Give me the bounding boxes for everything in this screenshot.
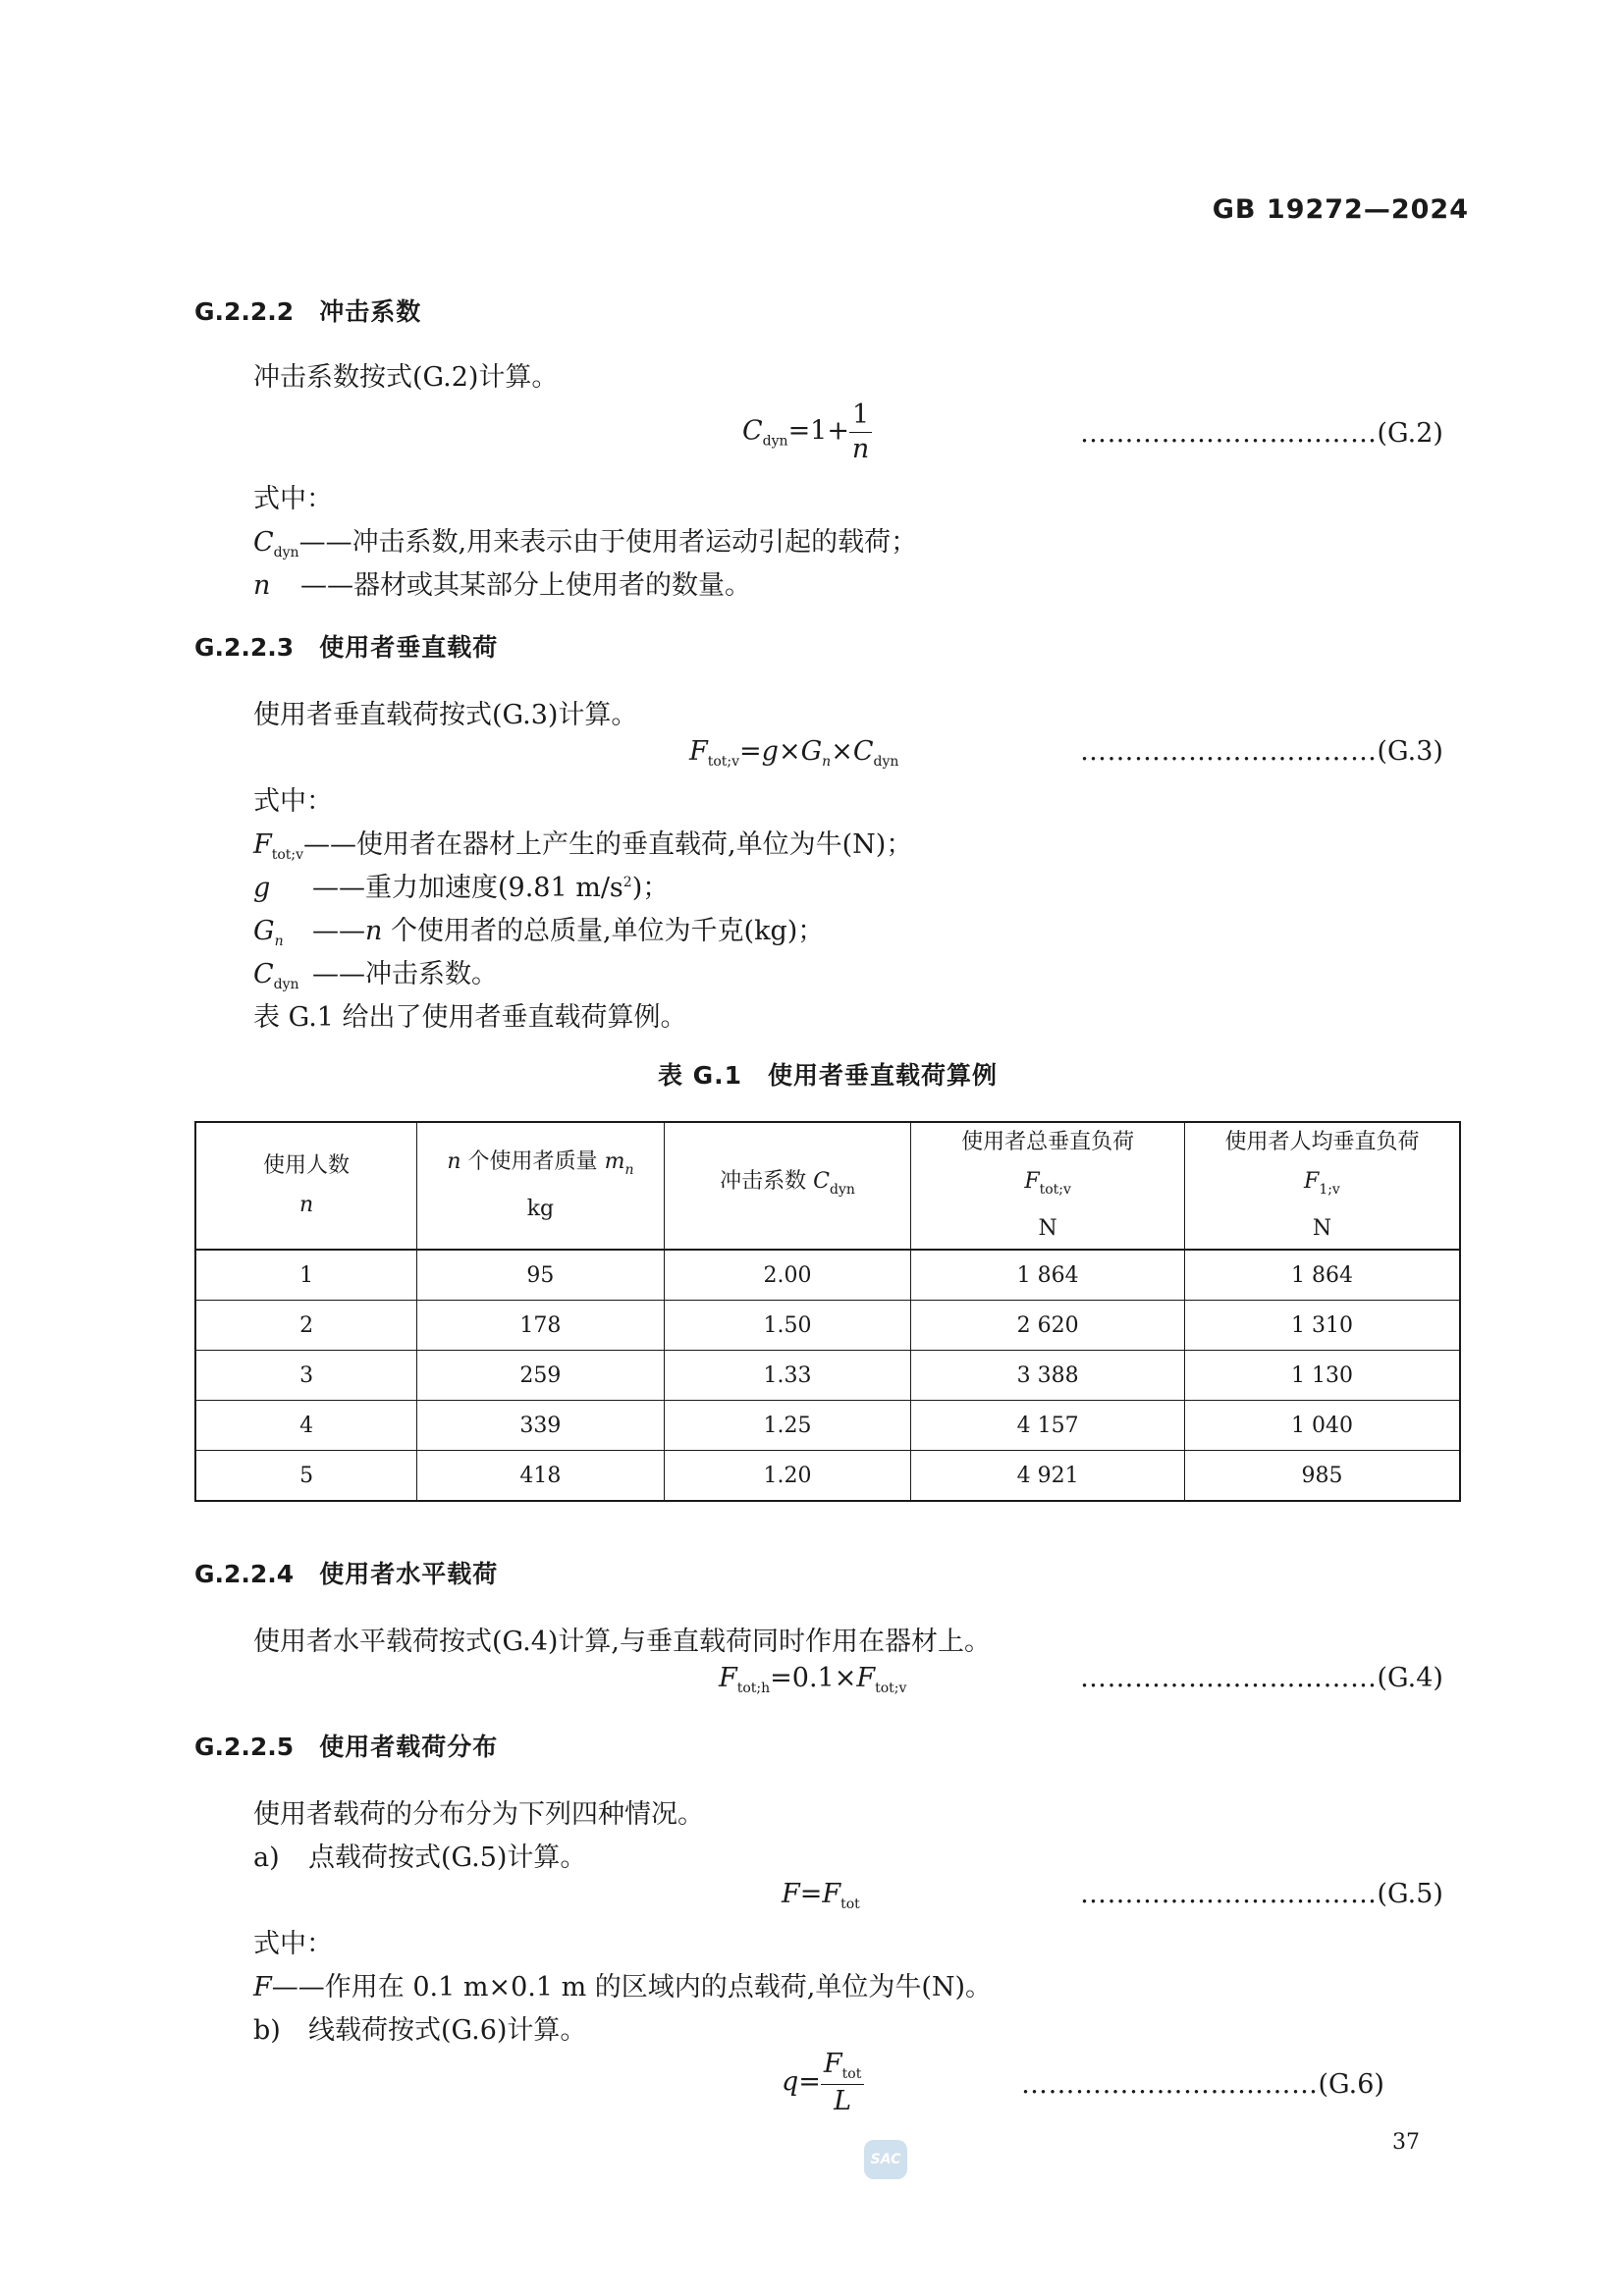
definition-ftotv: $F_{tot;v}——$使用者在器材上产生的垂直载荷,单位为牛(N)； — [253, 829, 913, 863]
table-header-row — [195, 1122, 1460, 1250]
table-cell: 1 040 — [1184, 1401, 1460, 1451]
definition-gn: $G_n$ ——n 个使用者的总质量,单位为千克(kg)； — [253, 916, 825, 949]
table-cell: 1.25 — [664, 1401, 911, 1451]
table-cell: 1 864 — [911, 1250, 1185, 1301]
where-label: 式中： — [253, 786, 333, 817]
formula-g3: $F_{tot;v}=g\times G_n\times C_{dyn}$ — [689, 736, 899, 770]
section-heading-g225: G.2.2.5 使用者载荷分布 — [194, 1733, 499, 1761]
formula-g2: $C_{dyn}=1+$ $\frac{1}{n}$ — [742, 400, 872, 463]
definition-cdyn: $C_{dyn}——$冲击系数,用来表示由于使用者运动引起的载荷； — [253, 527, 918, 561]
table-cell: 339 — [417, 1401, 665, 1451]
table-reference: 表 G.1 给出了使用者垂直载荷算例。 — [253, 1002, 687, 1033]
paragraph: 使用者水平载荷按式(G.4)计算,与垂直载荷同时作用在器材上。 — [253, 1627, 992, 1657]
where-label: 式中： — [253, 1929, 333, 1959]
table-cell: 985 — [1184, 1451, 1460, 1502]
table-row — [195, 1250, 1460, 1301]
table-cell: 259 — [417, 1351, 665, 1401]
formula-g4: $F_{tot;h}=0.1\times F_{tot;v}$ — [719, 1663, 907, 1696]
table-cell: 1 310 — [1184, 1301, 1460, 1351]
list-item-b: b) 线载荷按式(G.6)计算。 — [253, 2015, 587, 2046]
table-caption: 表 G.1 使用者垂直载荷算例 — [657, 1061, 999, 1090]
paragraph: 使用者载荷的分布分为下列四种情况。 — [253, 1799, 704, 1830]
header-total-vertical-load: 使用者总垂直负荷 $F_{tot;v}$ N — [911, 1122, 1185, 1250]
paragraph: 使用者垂直载荷按式(G.3)计算。 — [253, 700, 638, 730]
page-number: 37 — [1392, 2130, 1420, 2155]
table-cell: 95 — [417, 1250, 665, 1301]
table-cell: 1.20 — [664, 1451, 911, 1502]
header-user-count: 使用人数 n — [195, 1122, 417, 1250]
formula-g5: $F=F_{tot}$ — [782, 1879, 860, 1912]
table-cell: 1.33 — [664, 1351, 911, 1401]
table-cell: 1.50 — [664, 1301, 911, 1351]
equation-leader-g5: ……………………………(G.5) — [1080, 1879, 1443, 1909]
definition-point-load: F——作用在 0.1 m×0.1 m 的区域内的点载荷,单位为牛(N)。 — [253, 1972, 993, 2002]
list-item-a: a) 点载荷按式(G.5)计算。 — [253, 1842, 587, 1873]
equation-leader-g3: ……………………………(G.3) — [1080, 736, 1443, 767]
section-heading-g224: G.2.2.4 使用者水平载荷 — [194, 1560, 499, 1588]
table-row — [195, 1301, 1460, 1351]
equation-leader-g6: ……………………………(G.6) — [1021, 2069, 1384, 2100]
header-impact-factor: 冲击系数 $C_{dyn}$ — [664, 1122, 911, 1250]
paragraph: 冲击系数按式(G.2)计算。 — [253, 362, 559, 393]
formula-g6: q= $\frac{F_{tot}}{L}$ — [782, 2050, 864, 2116]
table-cell: 4 921 — [911, 1451, 1185, 1502]
table-cell: 418 — [417, 1451, 665, 1502]
equation-leader-g2: ……………………………(G.2) — [1080, 418, 1443, 449]
where-label: 式中： — [253, 484, 333, 514]
header-mass: n 个使用者质量 $m_n$ kg — [417, 1122, 665, 1250]
table-row — [195, 1451, 1460, 1502]
table-cell: 3 — [195, 1351, 417, 1401]
standard-code: GB 19272—2024 — [1212, 194, 1469, 225]
table-cell: 1 864 — [1184, 1250, 1460, 1301]
table-cell: 5 — [195, 1451, 417, 1502]
sac-watermark-logo: SAC — [864, 2140, 907, 2179]
table-cell: 1 130 — [1184, 1351, 1460, 1401]
table-cell: 1 — [195, 1250, 417, 1301]
section-heading-g223: G.2.2.3 使用者垂直载荷 — [194, 633, 499, 662]
equation-leader-g4: ……………………………(G.4) — [1080, 1663, 1443, 1693]
table-cell: 178 — [417, 1301, 665, 1351]
table-cell: 2 620 — [911, 1301, 1185, 1351]
header-per-user-vertical-load: 使用者人均垂直负荷 $F_{1;v}$ N — [1184, 1122, 1460, 1250]
definition-n: n ——器材或其某部分上使用者的数量。 — [253, 570, 751, 601]
table-row — [195, 1401, 1460, 1451]
definition-g: g ——重力加速度(9.81 $m/s^2$)； — [253, 873, 670, 903]
section-heading-g222: G.2.2.2 冲击系数 — [194, 297, 422, 326]
load-example-table — [194, 1121, 1461, 1502]
table-cell: 3 388 — [911, 1351, 1185, 1401]
table-row — [195, 1351, 1460, 1401]
table-cell: 2.00 — [664, 1250, 911, 1301]
table-cell: 4 157 — [911, 1401, 1185, 1451]
definition-cdyn: $C_{dyn}$ ——冲击系数。 — [253, 959, 498, 992]
table-cell: 2 — [195, 1301, 417, 1351]
table-cell: 4 — [195, 1401, 417, 1451]
